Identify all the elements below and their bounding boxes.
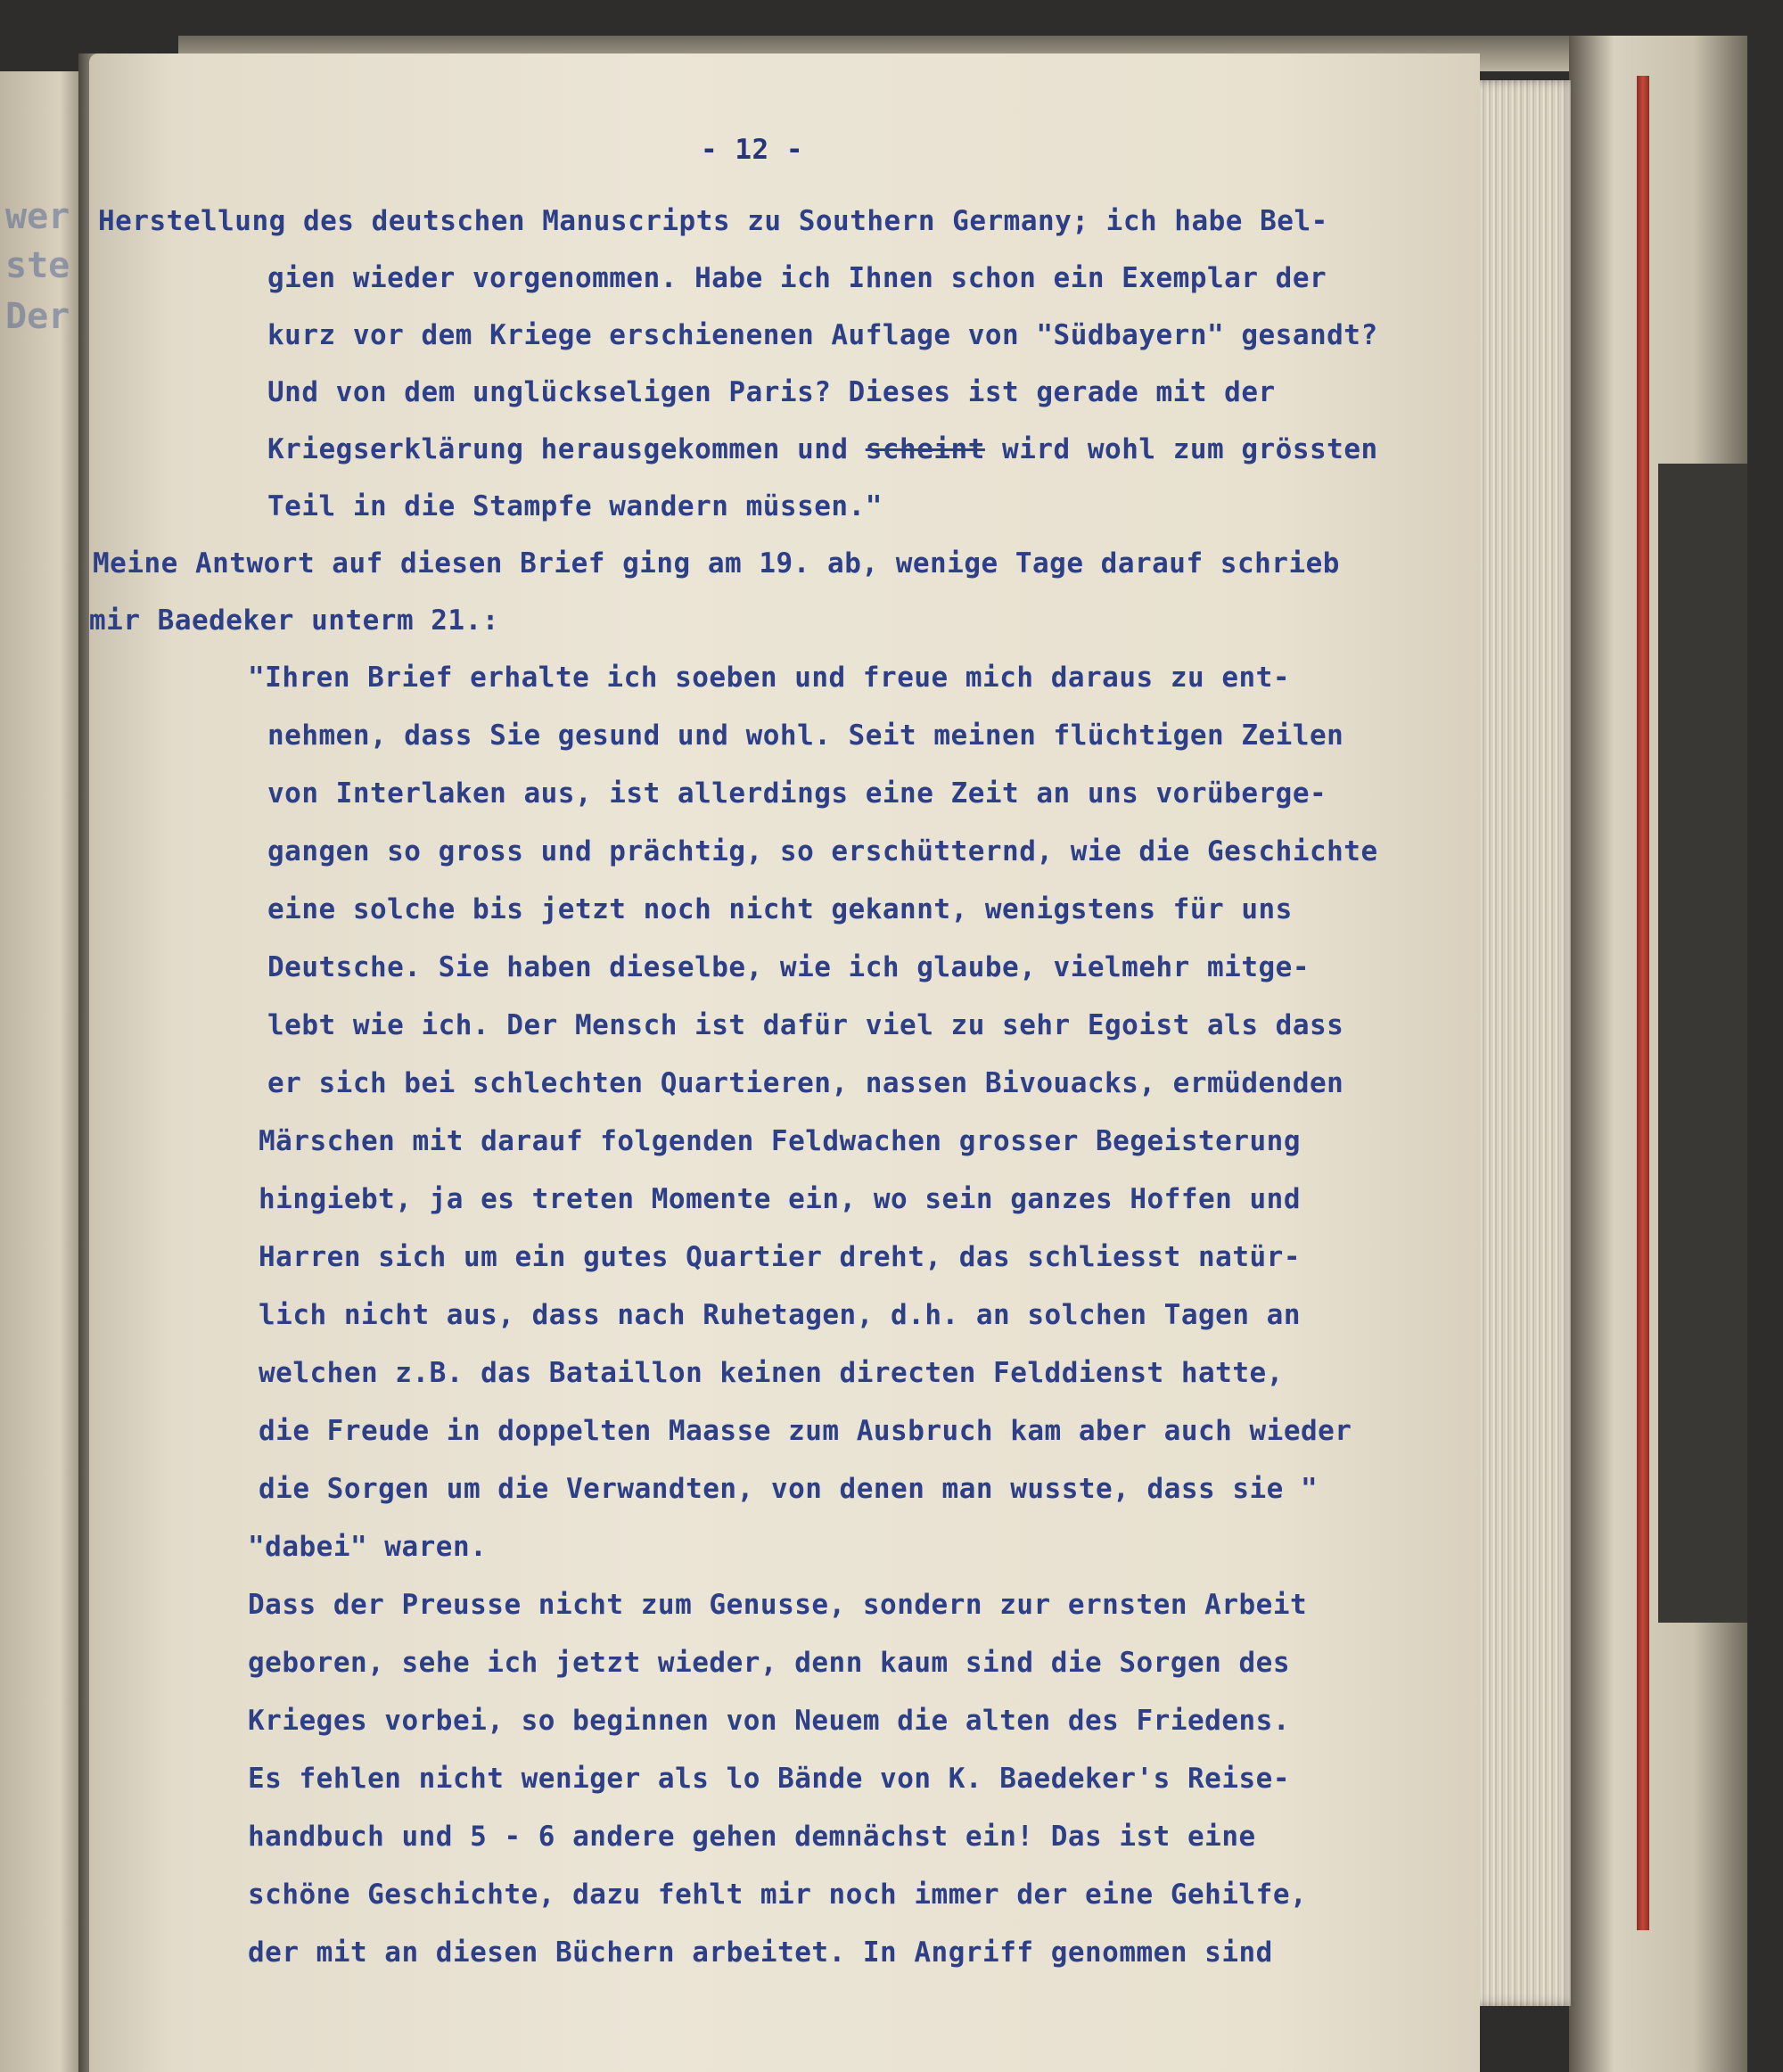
text-line: eine solche bis jetzt noch nicht gekannt, wenigstens für uns xyxy=(267,893,1293,925)
text-line: schöne Geschichte, dazu fehlt mir noch immer der eine Gehilfe, xyxy=(248,1879,1308,1911)
text-line: "dabei" waren. xyxy=(248,1531,488,1563)
text-line: Deutsche. Sie haben dieselbe, wie ich glaube, vielmehr mitge- xyxy=(267,951,1310,983)
text-line: kurz vor dem Kriege erschienenen Auflage von "Südbayern" gesandt? xyxy=(267,319,1378,351)
left-page xyxy=(0,71,86,2072)
text-line: Es fehlen nicht weniger als lo Bände von K. Baedeker's Reise- xyxy=(248,1763,1290,1795)
text-line: Teil in die Stampfe wandern müssen." xyxy=(267,490,883,522)
text-line: lich nicht aus, dass nach Ruhetagen, d.h. an solchen Tagen an xyxy=(259,1299,1301,1331)
text-line xyxy=(267,433,1378,465)
text-line: mir Baedeker unterm 21.: xyxy=(89,604,499,637)
left-page-fragment: Der xyxy=(5,296,70,337)
left-page-fragment: wer xyxy=(5,196,70,237)
struck-word: scheint xyxy=(865,433,985,465)
page-number: - 12 - xyxy=(701,134,803,166)
text-line: die Sorgen um die Verwandten, von denen man wusste, dass sie " xyxy=(259,1473,1319,1505)
text-line: "Ihren Brief erhalte ich soeben und freue mich daraus zu ent- xyxy=(248,662,1290,694)
text-line: lebt wie ich. Der Mensch ist dafür viel zu sehr Egoist als dass xyxy=(267,1009,1344,1041)
text-line: von Interlaken aus, ist allerdings eine Zeit an uns vorüberge- xyxy=(267,777,1327,810)
text-segment: wird wohl zum grössten xyxy=(984,433,1378,465)
text-line: Krieges vorbei, so beginnen von Neuem die alten des Friedens. xyxy=(248,1705,1290,1737)
text-line: welchen z.B. das Bataillon keinen directen Felddienst hatte, xyxy=(259,1357,1284,1389)
text-line: nehmen, dass Sie gesund und wohl. Seit meinen flüchtigen Zeilen xyxy=(267,719,1344,752)
text-line: die Freude in doppelten Maasse zum Ausbruch kam aber auch wieder xyxy=(259,1415,1352,1447)
text-line: er sich bei schlechten Quartieren, nassen Bivouacks, ermüdenden xyxy=(267,1067,1344,1099)
typewritten-text xyxy=(89,134,1480,1969)
text-line: geboren, sehe ich jetzt wieder, denn kaum sind die Sorgen des xyxy=(248,1647,1290,1679)
text-line: Märschen mit darauf folgenden Feldwachen grosser Begeisterung xyxy=(259,1125,1301,1157)
left-page-fragment: ste xyxy=(5,245,70,286)
text-line: Harren sich um ein gutes Quartier dreht, das schliesst natür- xyxy=(259,1241,1301,1273)
text-line: hingiebt, ja es treten Momente ein, wo sein ganzes Hoffen und xyxy=(259,1183,1301,1215)
text-line: Meine Antwort auf diesen Brief ging am 19. ab, wenige Tage darauf schrieb xyxy=(93,547,1340,580)
text-line: Herstellung des deutschen Manuscripts zu Southern Germany; ich habe Bel- xyxy=(98,205,1328,237)
text-line: gangen so gross und prächtig, so erschütternd, wie die Geschichte xyxy=(267,835,1378,867)
red-page-edge xyxy=(1637,76,1649,1930)
text-line: der mit an diesen Büchern arbeitet. In Angriff genommen sind xyxy=(248,1936,1273,1969)
text-segment: Kriegserklärung herausgekommen und xyxy=(267,433,866,465)
text-line: gien wieder vorgenommen. Habe ich Ihnen schon ein Exemplar der xyxy=(267,262,1327,294)
text-line: handbuch und 5 - 6 andere gehen demnächst ein! Das ist eine xyxy=(248,1821,1256,1853)
text-line: Dass der Preusse nicht zum Genusse, sondern zur ernsten Arbeit xyxy=(248,1589,1308,1621)
book-cover-shadow xyxy=(1658,464,1747,1623)
stacked-page-edges xyxy=(1473,80,1571,2006)
text-line: Und von dem unglückseligen Paris? Dieses ist gerade mit der xyxy=(267,376,1276,408)
